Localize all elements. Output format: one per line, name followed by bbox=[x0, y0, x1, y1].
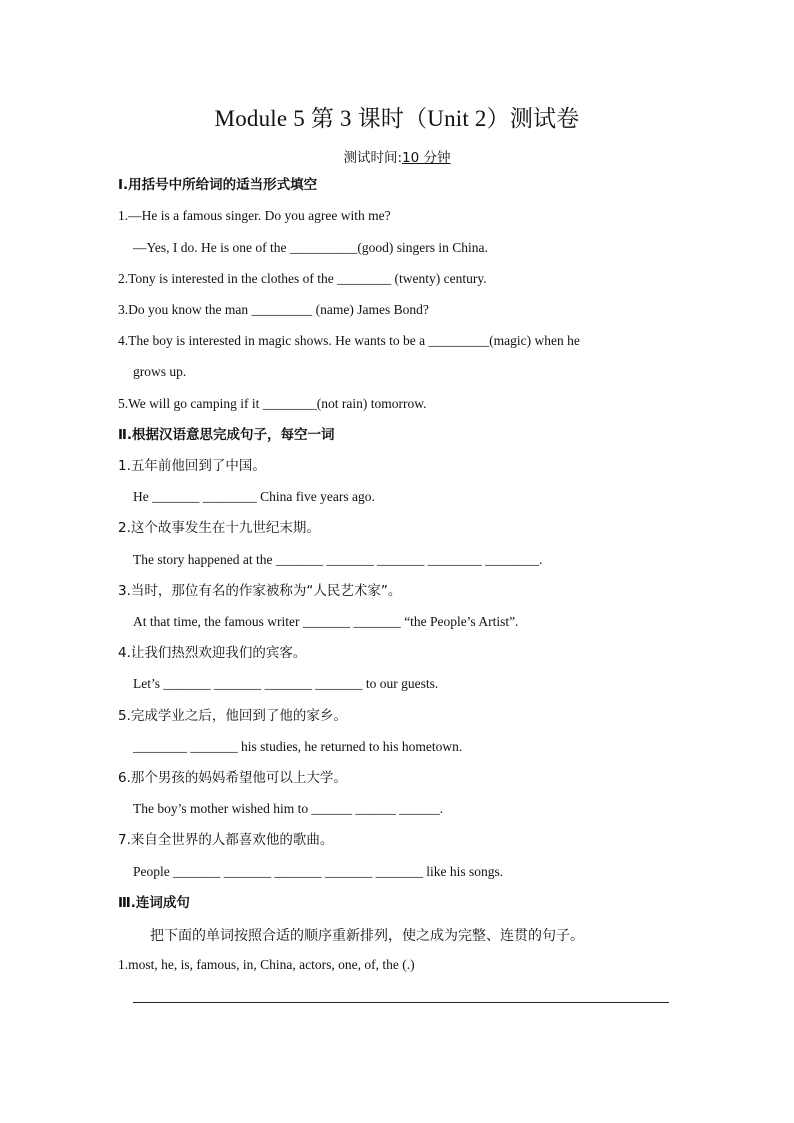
section1-heading: Ⅰ.用括号中所给词的适当形式填空 bbox=[118, 177, 318, 193]
section2-item-7-en: People _______ _______ _______ _______ _______ like his songs. bbox=[133, 864, 504, 879]
section2-heading: Ⅱ.根据汉语意思完成句子，每空一词 bbox=[118, 427, 335, 443]
section2-item-4-en: Let’s _______ _______ _______ _______ to our guests. bbox=[133, 676, 439, 691]
section3-item-1: 1.most, he, is, famous, in, China, actors, one, of, the (.) bbox=[118, 957, 415, 972]
section1-line-2: —Yes, I do. He is one of the __________(good) singers in China. bbox=[133, 240, 488, 255]
section2-item-2-cn: 2.这个故事发生在十九世纪末期。 bbox=[118, 520, 320, 536]
section2-item-1-cn: 1.五年前他回到了中国。 bbox=[118, 458, 266, 474]
section3-instruction: 把下面的单词按照合适的顺序重新排列，使之成为完整、连贯的句子。 bbox=[150, 928, 584, 944]
page-title: Module 5 第 3 课时（Unit 2）测试卷 bbox=[214, 106, 580, 131]
section1-line-1: 1.—He is a famous singer. Do you agree with me? bbox=[118, 208, 391, 223]
section2-item-2-en: The story happened at the _______ _______ _______ ________ ________. bbox=[133, 552, 543, 567]
section2-item-3-cn: 3.当时，那位有名的作家被称为“人民艺术家”。 bbox=[118, 583, 402, 599]
section3-heading: Ⅲ.连词成句 bbox=[118, 895, 190, 911]
test-duration-label: 测试时间: bbox=[343, 150, 403, 166]
section2-item-7-cn: 7.来自全世界的人都喜欢他的歌曲。 bbox=[118, 832, 334, 848]
test-duration bbox=[0, 146, 794, 166]
section1-line-3: 2.Tony is interested in the clothes of the ________ (twenty) century. bbox=[118, 271, 487, 286]
answer-line[interactable] bbox=[133, 1002, 669, 1003]
section2-item-5-cn: 5.完成学业之后，他回到了他的家乡。 bbox=[118, 708, 347, 724]
section2-item-3-en: At that time, the famous writer _______ _______ “the People’s Artist”. bbox=[133, 614, 519, 629]
section2-item-5-en: ________ _______ his studies, he returned to his hometown. bbox=[133, 739, 463, 754]
test-duration-value: 10 分钟 bbox=[402, 150, 451, 166]
section2-item-4-cn: 4.让我们热烈欢迎我们的宾客。 bbox=[118, 645, 307, 661]
section1-line-6: grows up. bbox=[133, 364, 187, 379]
section1-line-4: 3.Do you know the man _________ (name) James Bond? bbox=[118, 302, 429, 317]
section2-item-6-cn: 6.那个男孩的妈妈希望他可以上大学。 bbox=[118, 770, 347, 786]
section2-item-6-en: The boy’s mother wished him to ______ ______ ______. bbox=[133, 801, 444, 816]
section1-line-7: 5.We will go camping if it ________(not rain) tomorrow. bbox=[118, 396, 427, 411]
section1-line-5: 4.The boy is interested in magic shows. He wants to be a _________(magic) when he bbox=[118, 333, 580, 348]
section2-item-1-en: He _______ ________ China five years ago. bbox=[133, 489, 375, 504]
